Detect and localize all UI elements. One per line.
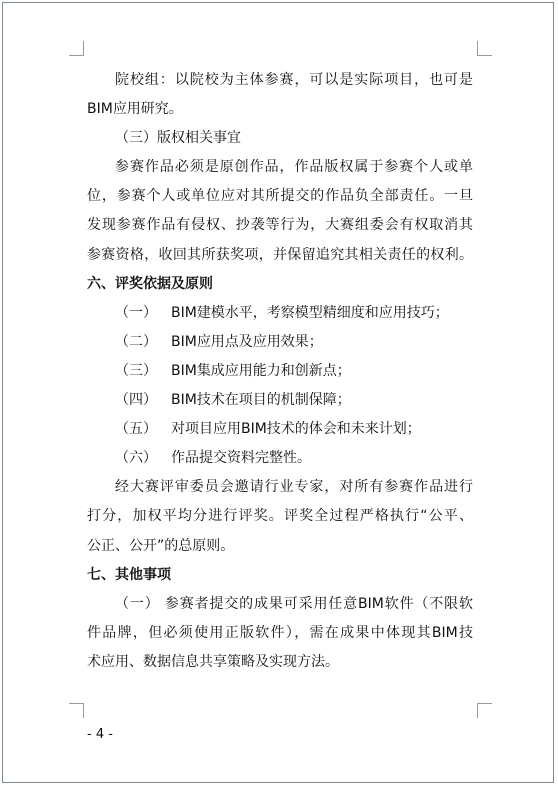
list-item — [87, 328, 473, 357]
paragraph-line: 发现参赛作品有侵权、抄袭等行为，大赛组委会有权取消其 — [87, 217, 473, 234]
list-item-text: BIM应用点及应用效果； — [171, 333, 323, 350]
list-item-label: （二） — [115, 333, 157, 350]
list-item-text: BIM建模水平，考察模型精细度和应用技巧； — [171, 304, 449, 321]
list-item — [87, 386, 473, 415]
list-item-text: BIM集成应用能力和创新点； — [171, 362, 351, 379]
list-item-text: BIM技术在项目的机制保障； — [171, 392, 351, 409]
list-item-label: （六） — [115, 450, 157, 467]
paragraph-line: 经大赛评审委员会邀请行业专家，对所有参赛作品进行 — [115, 479, 473, 496]
paragraph-line: 公正、公开”的总原则。 — [87, 537, 235, 554]
section-heading-6: 六、评奖依据及原则 — [87, 275, 213, 292]
list-item-label: （一） — [115, 304, 157, 321]
paragraph-line: 参赛作品必须是原创作品，作品版权属于参赛个人或单 — [115, 159, 473, 176]
list-item — [87, 299, 473, 328]
paragraph-line: 位，参赛个人或单位应对其所提交的作品负全部责任。一旦 — [87, 188, 473, 205]
subheading-copyright: （三）版权相关事宜 — [115, 130, 241, 147]
list-item-text: 作品提交资料完整性。 — [171, 450, 311, 467]
crop-mark-bottom-right — [477, 703, 492, 718]
crop-mark-top-left — [69, 41, 84, 56]
list-item-label: （三） — [115, 362, 157, 379]
list-item — [87, 415, 473, 444]
page-number: - 4 - — [87, 727, 113, 742]
paragraph-line: 打分，加权平均分进行评奖。评奖全过程严格执行“公平、 — [87, 508, 473, 525]
crop-mark-top-right — [477, 41, 492, 56]
list-item-text: 对项目应用BIM技术的体会和未来计划； — [171, 421, 421, 438]
paragraph-line: 术应用、数据信息共享策略及实现方法。 — [87, 653, 339, 670]
paragraph-line: 参赛资格，收回其所获奖项，并保留追究其相关责任的权利。 — [87, 246, 473, 263]
list-item-label: （五） — [115, 421, 157, 438]
list-item-label: （四） — [115, 392, 157, 409]
paragraph-line: （一） 参赛者提交的成果可采用任意BIM软件（不限软 — [115, 595, 473, 612]
list-item — [87, 357, 473, 386]
paragraph-line: 件品牌，但必须使用正版软件），需在成果中体现其BIM技 — [87, 624, 473, 641]
paragraph-line: BIM应用研究。 — [87, 101, 183, 118]
paragraph-line: 院校组：以院校为主体参赛，可以是实际项目，也可是 — [115, 72, 473, 88]
document-body — [87, 66, 473, 677]
crop-mark-bottom-left — [69, 703, 84, 718]
section-heading-7: 七、其他事项 — [87, 566, 171, 583]
list-item — [87, 444, 473, 473]
